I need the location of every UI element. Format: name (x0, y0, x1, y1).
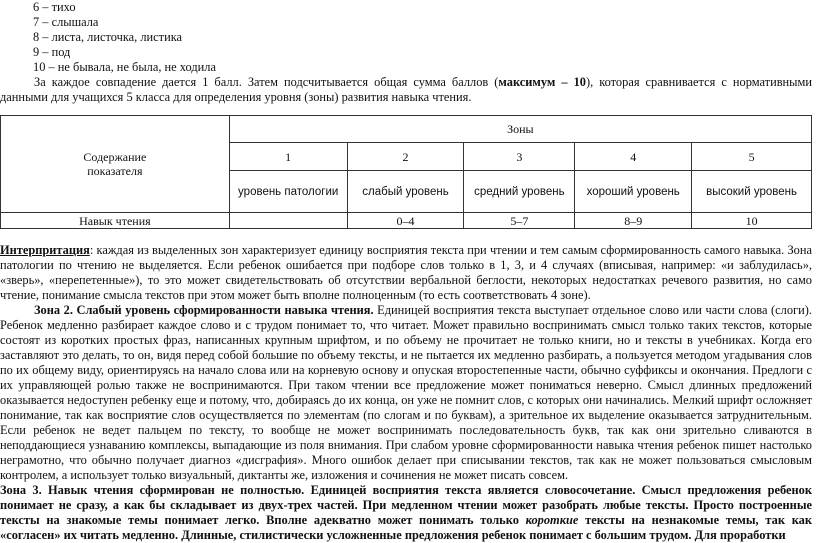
list-item: 8 – листа, листочка, листика (33, 30, 183, 44)
zone-number: 2 (347, 143, 464, 171)
zone3-text-a: Единицей восприятия текста является словосочетание. Смысл предложения ребенок понимает не сразу, а как бы складывает из двух-трех частей. При медленном чтении может разобрать любые тексты. Просто построенные тексты на знакомые темы понимает легко. Вполне адекватно может понимать только (0, 483, 812, 527)
intro-max-score: максимум – 10 (498, 75, 586, 89)
row-value: 8–9 (575, 213, 692, 229)
intro-paragraph (0, 75, 812, 105)
row-value: 5–7 (464, 213, 575, 229)
zone3-italic-word: короткие (525, 513, 579, 527)
zone2-title: Зона 2. Слабый уровень сформированности навыка чтения. (34, 303, 374, 317)
row-header-label: Содержание показателя (83, 150, 147, 178)
list-item: 10 – не бывала, не была, не ходила (33, 60, 216, 74)
list-item: 7 – слышала (33, 15, 99, 29)
row-value: 10 (692, 213, 812, 229)
zone-name: уровень патологии (229, 171, 347, 213)
zone2-text: Единицей восприятия текста выступает отдельное слово или части слова (слоги). Ребенок медленно разбирает каждое слово и с трудом понимает то, что читает. Может правильно воспринимать смысл только таких текстов, которые состоят из коротких простых фраз, написанных крупным шрифтом, и по объему не прочитает не только книги, но и тексты в учебниках. Когда его заставляют это делать, то он, видя перед собой большие по объему тексты, и не пытается их медленно разбирать, а пользуется методом угадывания слов по их общему виду, ориентируясь на начало слова или на корневую основу и опуская второстепенные части, обычно суффиксы и окончания. Предлоги с их управляющей ролью также не воспринимаются. При таком чтении все предложение может пониматься неверно. Смысл длинных предложений оказывается недоступен ребенку еще и потому, что, добираясь до их конца, он уже не помнит слов, с которых они начинались. Мелкий шрифт осложняет понимание, так как восприятие слов осуществляется по элементам (по слогам и по буквам), а зрительное их выделение оказывается затруднительным. Если ребенок не ведет пальцем по тексту, то вообще не может воспринимать последовательность букв, так как они зрительно сливаются в неподдающиеся узнаванию комплексы, выпадающие из поля внимания. При слабом уровне сформированности навыка чтения ребенок пишет настолько неграмотно, что обычно получает диагноз «дисграфия». Много ошибок делает при списывании текстов, так как не может пользоваться смысловым контролем, а использует только визуальный, диктанты же, изложения и сочинения не может писать совсем. (0, 303, 812, 482)
zones-table (0, 115, 812, 229)
zone-number: 1 (229, 143, 347, 171)
row-value: 0–4 (347, 213, 464, 229)
interpretation-title: Интерпритация (0, 243, 90, 257)
zone3-title: Зона 3. Навык чтения сформирован не полностью. (0, 483, 305, 497)
zone-number: 4 (575, 143, 692, 171)
list-item: 9 – под (33, 45, 71, 59)
zone-name: слабый уровень (347, 171, 464, 213)
intro-text-end: ), которая сравнивается с нормативными данными для учащихся 5 класса для определения уровня (зоны) развития навыка чтения. (0, 75, 812, 104)
interpretation-text: : каждая из выделенных зон характеризует единицу восприятия текста при чтении и тем самым сформированность самого навыка. Зона патологии по чтению не выделяется. Если ребенок ошибается при подборе слов только в 1, 3, и 4 случаях (вписывая, например: «и заблудилась», «зверь», «перепетенные»), то это может свидетельствовать об отсутствии вербальной беглости, некоторых недостатках речевого развития, но само чтение, понимание смысла текстов при этом может быть вполне полноценным (то есть соответствовать 4 зоне). (0, 243, 812, 302)
list-item: 6 – тихо (33, 0, 76, 14)
zone-name: хороший уровень (575, 171, 692, 213)
zone-name: высокий уровень (692, 171, 812, 213)
interpretation-section (0, 243, 812, 543)
row-header-cell (1, 116, 230, 213)
intro-text-start: За каждое совпадение дается 1 балл. Затем подсчитывается общая сумма баллов ( (34, 75, 499, 89)
zones-header-cell: Зоны (229, 116, 811, 143)
zone-number: 5 (692, 143, 812, 171)
zone-number: 3 (464, 143, 575, 171)
row-value (229, 213, 347, 229)
zone-name: средний уровень (464, 171, 575, 213)
row-label: Навык чтения (1, 213, 230, 229)
zone3-text-b: тексты на незнакомые темы, так как «согласен» их читать медленно. Длинные, стилистически усложненные предложения ребенок понимает с большим трудом. Для проработки (0, 513, 812, 542)
